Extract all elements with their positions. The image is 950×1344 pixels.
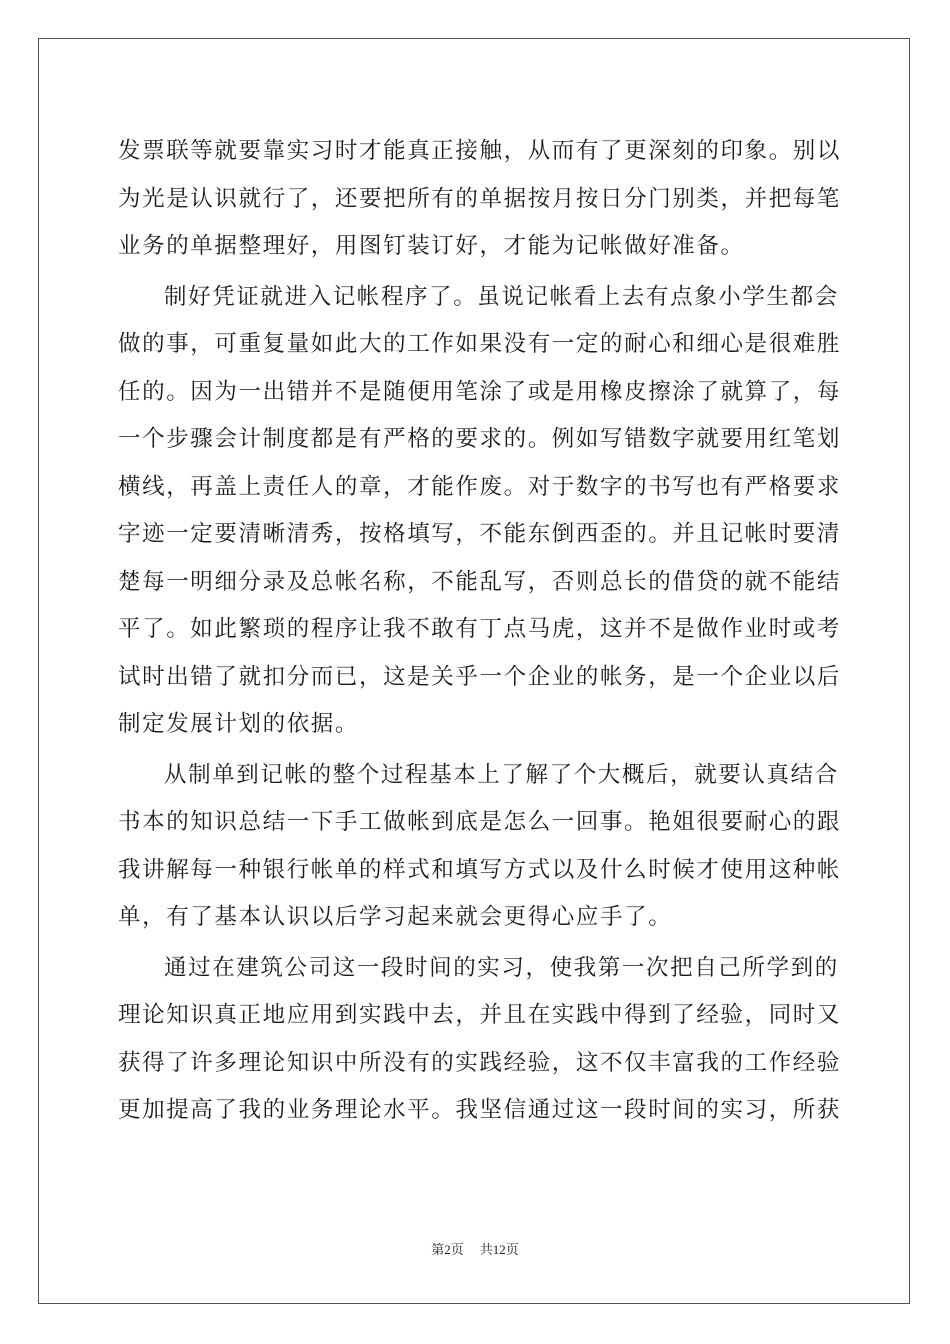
text-line: 楚每一明细分录及总帐名称，不能乱写，否则总长的借贷的就不能结 [118,568,842,595]
text-line: 通过在建筑公司这一段时间的实习，使我第一次把自己所学到的 [164,954,839,981]
text-line: 做的事，可重复量如此大的工作如果没有一定的耐心和细心是很难胜 [118,331,842,357]
page-footer [0,1239,950,1258]
text-line: 从制单到记帐的整个过程基本上了解了个大概后，就要认真结合 [164,761,839,788]
text-line: 试时出错了就扣分而已，这是关乎一个企业的帐务，是一个企业以后 [118,663,842,690]
text-line: 发票联等就要靠实习时才能真正接触，从而有了更深刻的印象。别以 [118,138,842,164]
text-line: 制好凭证就进入记帐程序了。虽说记帐看上去有点象小学生都会 [164,283,839,310]
text-line: 更加提高了我的业务理论水平。我坚信通过这一段时间的实习，所获 [118,1097,842,1123]
text-line: 业务的单据整理好，用图钉装订好，才能为记帐做好准备。 [118,233,745,259]
text-line: 任的。因为一出错并不是随便用笔涂了或是用橡皮擦涂了就算了，每 [118,378,842,405]
text-line: 单，有了基本认识以后学习起来就会更得心应手了。 [118,904,673,930]
text-line: 为光是认识就行了，还要把所有的单据按月按日分门别类，并把每笔 [118,185,842,212]
paragraph [118,752,842,942]
text-line: 获得了许多理论知识中所没有的实践经验，这不仅丰富我的工作经验 [118,1049,842,1076]
page-total: 共12页 [479,1242,519,1257]
paragraph [118,945,842,1135]
text-line: 制定发展计划的依据。 [118,711,360,737]
text-line: 字迹一定要清晰清秀，按格填写，不能东倒西歪的。并且记帐时要清 [118,521,842,547]
paragraph [118,274,842,749]
text-line: 横线，再盖上责任人的章，才能作废。对于数字的书写也有严格要求 [118,473,842,500]
text-line: 理论知识真正地应用到实践中去，并且在实践中得到了经验，同时又 [118,1002,842,1028]
document-body [118,128,842,1138]
text-line: 一个步骤会计制度都是有严格的要求的。例如写错数字就要用红笔划 [118,426,842,452]
text-line: 平了。如此繁琐的程序让我不敢有丁点马虎，这并不是做作业时或考 [118,616,842,642]
text-line: 我讲解每一种银行帐单的样式和填写方式以及什么时候才使用这种帐 [118,856,842,883]
page-number: 第2页 [431,1242,464,1257]
paragraph [118,128,842,271]
text-line: 书本的知识总结一下手工做帐到底是怎么一回事。艳姐很要耐心的跟 [118,809,842,835]
